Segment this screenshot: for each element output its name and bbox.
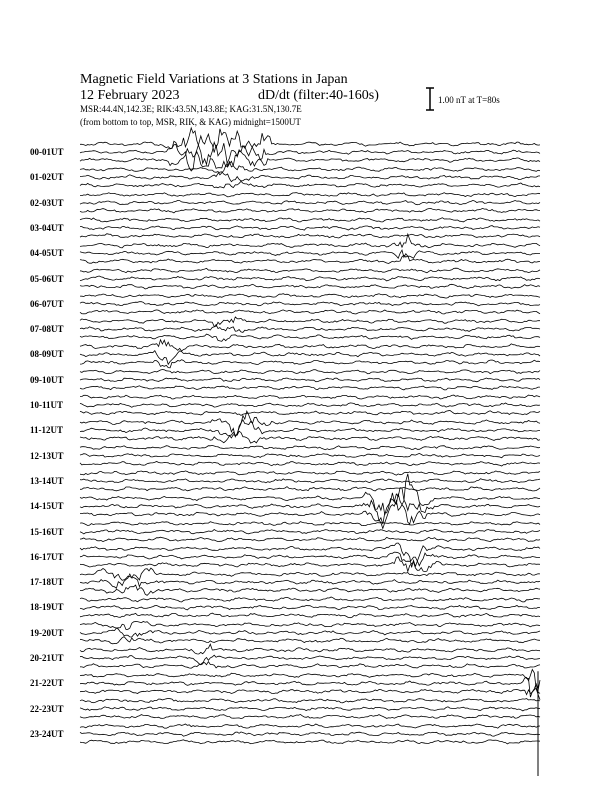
trace-kag: [80, 268, 540, 273]
hour-label: 05-06UT: [30, 273, 64, 284]
trace-rik: [80, 732, 540, 736]
trace-kag: [80, 395, 540, 399]
hour-label: 04-05UT: [30, 248, 64, 259]
hour-label: 02-03UT: [30, 197, 64, 208]
trace-kag: [80, 568, 540, 580]
chart-date: 12 February 2023: [80, 88, 180, 103]
scale-bar: [426, 88, 434, 110]
trace-rik: [80, 172, 540, 182]
trace-msr: [80, 334, 540, 341]
hour-label: 09-10UT: [30, 374, 64, 385]
trace-kag: [80, 471, 540, 475]
trace-msr: [80, 662, 540, 669]
hour-label: 03-04UT: [30, 222, 64, 233]
traces: [80, 128, 540, 776]
hour-label: 22-23UT: [30, 703, 64, 714]
trace-kag: [80, 724, 540, 728]
trace-rik: [80, 325, 540, 333]
hour-label: 13-14UT: [30, 475, 64, 486]
hour-label: 17-18UT: [30, 577, 64, 588]
trace-rik: [80, 134, 540, 171]
trace-rik: [80, 479, 540, 483]
hour-label: 12-13UT: [30, 450, 64, 461]
trace-rik: [80, 488, 540, 524]
trace-kag: [80, 698, 540, 702]
trace-msr: [80, 613, 540, 618]
chart-title: Magnetic Field Variations at 3 Stations in Japan: [80, 72, 348, 87]
hour-label: 00-01UT: [30, 147, 64, 157]
trace-rik: [80, 707, 540, 711]
trace-msr: [80, 585, 540, 595]
trace-rik: [80, 574, 540, 588]
trace-msr: [80, 386, 540, 390]
trace-kag: [80, 370, 540, 374]
hour-label: 23-24UT: [30, 728, 64, 739]
trace-msr: [80, 537, 540, 541]
trace-rik: [80, 250, 540, 258]
hour-label: 16-17UT: [30, 551, 64, 562]
trace-kag: [80, 644, 540, 654]
trace-kag: [80, 234, 540, 248]
trace-rik: [80, 655, 540, 665]
trace-rik: [80, 200, 540, 204]
hour-label: 10-11UT: [30, 400, 64, 410]
trace-msr: [80, 255, 540, 263]
trace-kag: [80, 522, 540, 526]
hour-label: 11-12UT: [30, 425, 64, 436]
trace-rik: [80, 276, 540, 281]
hour-label: 14-15UT: [30, 501, 64, 512]
trace-rik: [80, 403, 540, 407]
trace-msr: [80, 410, 540, 415]
trace-kag: [80, 445, 540, 449]
hour-label: 08-09UT: [30, 349, 64, 360]
trace-rik: [80, 628, 540, 637]
trace-msr: [80, 234, 540, 238]
hour-label: 18-19UT: [30, 602, 64, 613]
trace-msr: [80, 284, 540, 289]
trace-msr: [80, 487, 540, 491]
trace-kag: [80, 597, 540, 602]
trace-rik: [80, 453, 540, 457]
trace-msr: [80, 431, 540, 443]
trace-msr: [80, 637, 540, 644]
filter-label: dD/dt (filter:40-160s): [258, 88, 379, 103]
trace-kag: [80, 340, 540, 351]
trace-msr: [80, 688, 540, 695]
trace-kag: [80, 622, 540, 630]
trace-rik: [80, 606, 540, 610]
trace-kag: [80, 474, 540, 515]
hour-label: 15-16UT: [30, 526, 64, 537]
trace-kag: [80, 218, 540, 222]
trace-kag: [80, 193, 540, 197]
trace-kag: [80, 294, 540, 298]
order-note: (from bottom to top, MSR, RIK, & KAG) midnight=1500UT: [80, 117, 301, 127]
trace-msr: [80, 208, 540, 213]
hour-label: 19-20UT: [30, 627, 64, 638]
stations-label: MSR:44.4N,142.3E; RIK:43.5N,143.8E; KAG:31.5N,130.7E: [80, 104, 302, 114]
hour-label: 07-08UT: [30, 324, 64, 335]
trace-kag: [80, 317, 540, 327]
hour-label: 06-07UT: [30, 298, 64, 309]
trace-msr: [80, 310, 540, 314]
trace-kag: [80, 161, 540, 175]
hour-label: 20-21UT: [30, 653, 64, 663]
trace-rik: [80, 420, 540, 436]
trace-rik: [80, 529, 540, 534]
hour-label: 01-02UT: [30, 172, 64, 183]
trace-msr: [80, 714, 540, 718]
trace-msr: [80, 740, 540, 744]
trace-rik: [80, 302, 540, 306]
trace-msr: [80, 462, 540, 467]
trace-rik: [80, 378, 540, 382]
trace-msr: [80, 360, 540, 368]
scale-label: 1.00 nT at T=80s: [438, 95, 500, 105]
hour-label: 21-22UT: [30, 678, 64, 689]
trace-kag: [80, 411, 540, 437]
trace-msr: [80, 181, 540, 188]
trace-msr: [80, 501, 540, 529]
trace-rik: [80, 226, 540, 231]
